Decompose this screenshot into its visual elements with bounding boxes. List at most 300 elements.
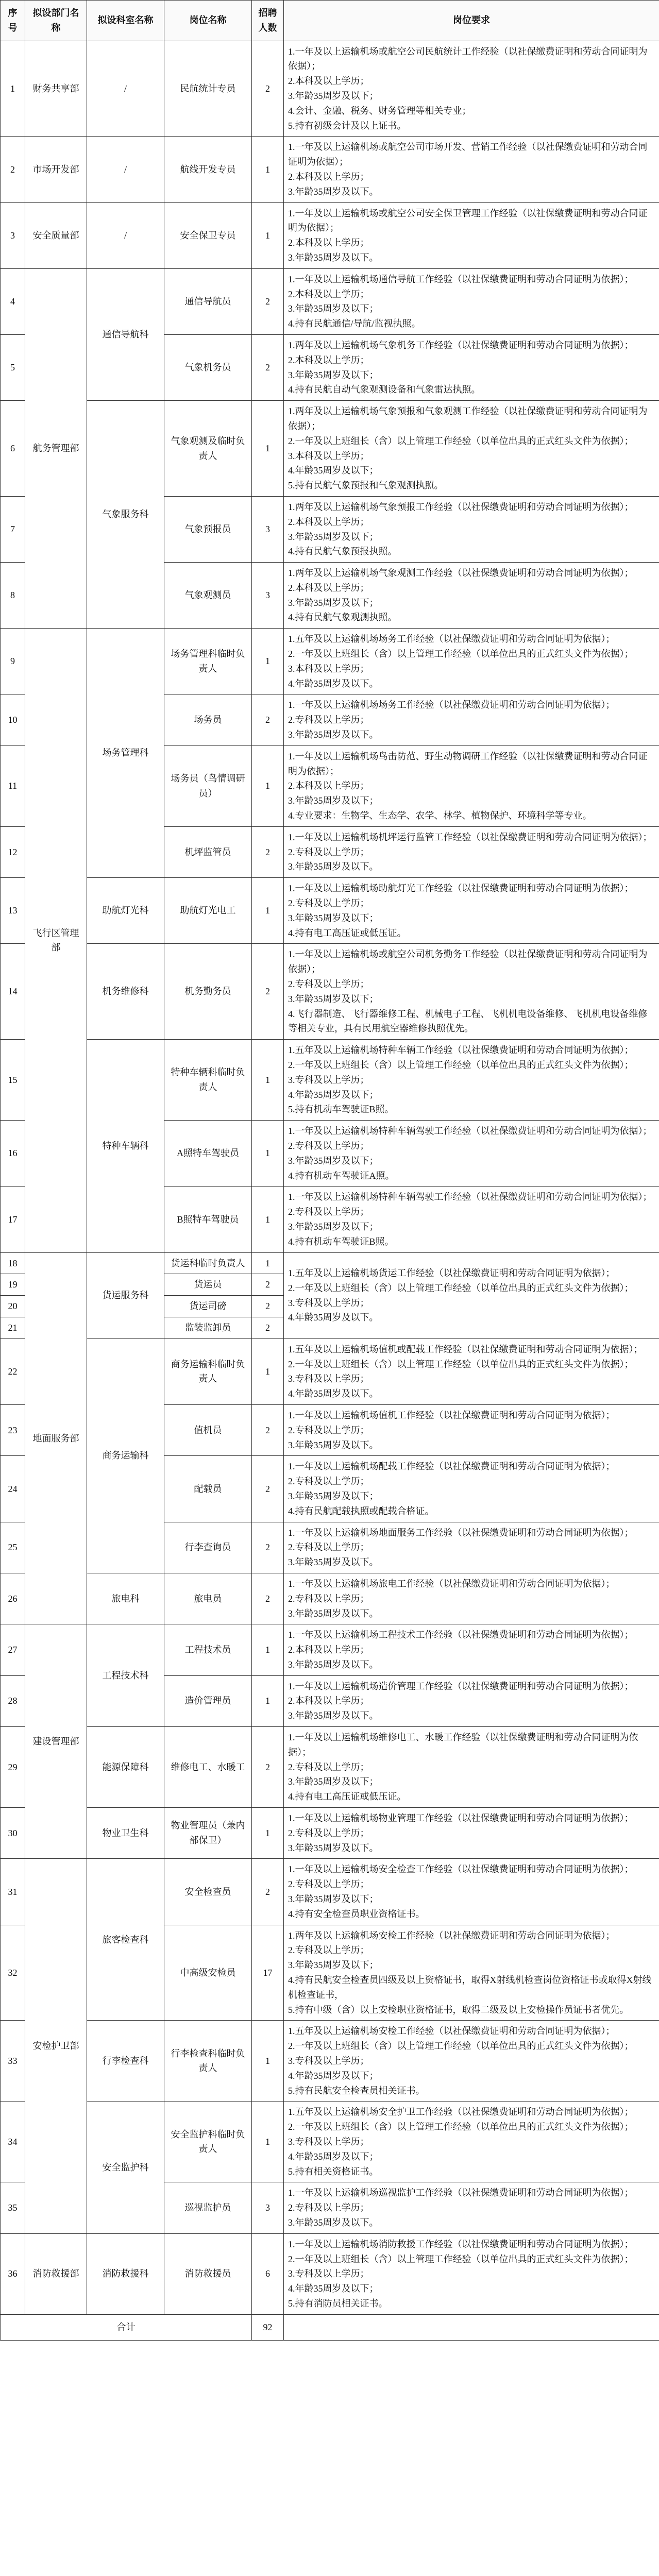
header-count-line1: 招聘 — [258, 8, 277, 18]
row-count: 1 — [252, 1121, 284, 1187]
row-position: 机务勤务员 — [164, 944, 252, 1040]
row-position: B照特车驾驶员 — [164, 1187, 252, 1252]
requirement-line: 3.年龄35周岁及以下。 — [288, 2217, 379, 2228]
row-index: 26 — [1, 1573, 25, 1624]
requirement-line: 3.年龄35周岁及以下； — [288, 531, 379, 542]
row-position: 行李查询员 — [164, 1522, 252, 1573]
row-index: 17 — [1, 1187, 25, 1252]
row-count: 6 — [252, 2233, 284, 2314]
row-dept: 地面服务部 — [25, 1252, 87, 1624]
row-position: 气象预报员 — [164, 496, 252, 562]
row-position: 特种车辆科临时负责人 — [164, 1040, 252, 1121]
requirement-line: 3.年龄35周岁及以下； — [288, 1894, 379, 1905]
row-index: 35 — [1, 2182, 25, 2233]
row-position: 通信导航员 — [164, 268, 252, 334]
requirement-line: 4.持有民航配载执照或配载合格证。 — [288, 1505, 434, 1516]
row-requirements — [284, 1573, 659, 1624]
requirement-line: 2.专科及以上学历； — [288, 1207, 369, 1217]
requirement-line: 3.年龄35周岁及以下； — [288, 1221, 379, 1232]
requirement-line: 2.本科及以上学历； — [288, 1696, 369, 1706]
requirement-line: 3.年龄35周岁及以下。 — [288, 186, 379, 197]
requirement-line: 3.专科及以上学历； — [288, 1374, 369, 1384]
requirement-line: 1.两年及以上运输机场气象机务工作经验（以社保缴费证明和劳动合同证明为依据）； — [288, 340, 634, 350]
row-position: 监装监卸员 — [164, 1317, 252, 1338]
requirement-line: 2.一年及以上班组长（含）以上管理工作经验（以单位出具的正式红头文件为依据）； — [288, 435, 634, 446]
row-count: 2 — [252, 1456, 284, 1522]
row-requirements — [284, 1522, 659, 1573]
requirement-line: 3.年龄35周岁及以下； — [288, 303, 379, 314]
requirement-line: 4.持有安全检查员职业资格证书。 — [288, 1908, 425, 1919]
row-index: 1 — [1, 41, 25, 137]
requirement-line: 4.年龄35周岁及以下； — [288, 465, 379, 476]
requirement-line: 3.专科及以上学历； — [288, 2268, 369, 2279]
row-count: 1 — [252, 629, 284, 694]
row-requirements — [284, 1252, 659, 1338]
requirement-line: 2.专科及以上学历； — [288, 1476, 369, 1487]
row-requirements — [284, 1121, 659, 1187]
row-count: 1 — [252, 137, 284, 202]
requirement-line: 1.一年及以上运输机场安全检查工作经验（以社保缴费证明和劳动合同证明为依据）； — [288, 1864, 634, 1875]
row-index: 36 — [1, 2233, 25, 2314]
requirement-line: 1.两年及以上运输机场安检工作经验（以社保缴费证明和劳动合同证明为依据）； — [288, 1930, 615, 1941]
requirement-line: 4.持有民航气象观测执照。 — [288, 612, 397, 623]
requirement-line: 3.年龄35周岁及以下； — [288, 912, 379, 923]
row-section: 货运服务科 — [87, 1252, 164, 1338]
row-section: 工程技术科 — [87, 1624, 164, 1727]
row-position: 气象观测及临时负责人 — [164, 401, 252, 497]
row-dept: 飞行区管理部 — [25, 629, 87, 1252]
requirement-line: 2.专科及以上学历； — [288, 846, 369, 857]
row-position: 货运员 — [164, 1274, 252, 1296]
requirement-line: 3.年龄35周岁及以下； — [288, 795, 379, 806]
requirement-line: 1.一年及以上运输机场造价管理工作经验（以社保缴费证明和劳动合同证明为依据）； — [288, 1681, 634, 1691]
requirement-line: 5.持有中级（含）以上安检职业资格证书，取得二级及以上安检操作员证书者优先。 — [288, 2004, 629, 2015]
row-position: 工程技术员 — [164, 1624, 252, 1675]
requirement-line: 1.五年及以上运输机场安全护卫工作经验（以社保缴费证明和劳动合同证明为依据）； — [288, 2107, 634, 2117]
requirement-line: 4.年龄35周岁及以下。 — [288, 678, 379, 689]
requirement-line: 1.两年及以上运输机场气象观测工作经验（以社保缴费证明和劳动合同证明为依据）； — [288, 568, 634, 579]
row-index: 22 — [1, 1338, 25, 1404]
requirement-line: 4.年龄35周岁及以下。 — [288, 1312, 379, 1323]
row-requirements — [284, 629, 659, 694]
row-position: 配载员 — [164, 1456, 252, 1522]
requirement-line: 3.年龄35周岁及以下； — [288, 993, 379, 1004]
row-index: 16 — [1, 1121, 25, 1187]
row-index: 7 — [1, 496, 25, 562]
table-header-row — [1, 1, 659, 41]
requirement-line: 3.年龄35周岁及以下。 — [288, 1557, 379, 1568]
requirement-line: 2.本科及以上学历； — [288, 516, 369, 527]
requirement-line: 3.专科及以上学历； — [288, 2056, 369, 2066]
row-requirements — [284, 2233, 659, 2314]
row-count: 2 — [252, 1573, 284, 1624]
table-row — [1, 1252, 659, 1274]
requirement-line: 1.一年及以上运输机场鸟击防范、野生动物调研工作经验（以社保缴费证明和劳动合同证明为依据）； — [288, 751, 648, 776]
requirement-line: 2.专科及以上学历； — [288, 1761, 369, 1772]
requirement-line: 2.专科及以上学历； — [288, 2202, 369, 2213]
requirement-line: 1.一年及以上运输机场场务工作经验（以社保缴费证明和劳动合同证明为依据）； — [288, 700, 615, 710]
requirement-line: 1.一年及以上运输机场特种车辆驾驶工作经验（以社保缴费证明和劳动合同证明为依据）； — [288, 1192, 652, 1202]
requirement-line: 3.年龄35周岁及以下； — [288, 1155, 379, 1166]
row-count: 2 — [252, 1317, 284, 1338]
requirement-line: 3.年龄35周岁及以下。 — [288, 1710, 379, 1721]
requirement-line: 3.专科及以上学历； — [288, 1074, 369, 1085]
requirement-line: 2.一年及以上班组长（含）以上管理工作经验（以单位出具的正式红头文件为依据）； — [288, 2253, 634, 2264]
requirement-line: 3.年龄35周岁及以下。 — [288, 1842, 379, 1853]
row-requirements — [284, 41, 659, 137]
requirement-line: 1.一年及以上运输机场值机工作经验（以社保缴费证明和劳动合同证明为依据）； — [288, 1410, 615, 1420]
row-index: 9 — [1, 629, 25, 694]
row-requirements — [284, 2021, 659, 2102]
row-requirements — [284, 745, 659, 826]
row-section: 助航灯光科 — [87, 878, 164, 944]
requirement-line: 1.一年及以上运输机场物业管理工作经验（以社保缴费证明和劳动合同证明为依据）； — [288, 1813, 634, 1824]
table-row — [1, 41, 659, 137]
requirement-line: 4.年龄35周岁及以下； — [288, 2151, 379, 2162]
requirement-line: 2.专科及以上学历； — [288, 1945, 369, 1956]
row-count: 1 — [252, 401, 284, 497]
row-position: 气象观测员 — [164, 563, 252, 629]
requirement-line: 1.一年及以上运输机场特种车辆驾驶工作经验（以社保缴费证明和劳动合同证明为依据）； — [288, 1126, 652, 1137]
row-section: 机务维修科 — [87, 944, 164, 1040]
row-requirements — [284, 268, 659, 334]
row-position: A照特车驾驶员 — [164, 1121, 252, 1187]
requirement-line: 4.年龄35周岁及以下； — [288, 2283, 379, 2294]
requirement-line: 2.专科及以上学历； — [288, 898, 369, 909]
requirement-line: 2.一年及以上班组长（含）以上管理工作经验（以单位出具的正式红头文件为依据）； — [288, 2041, 634, 2052]
row-section: 消防救援科 — [87, 2233, 164, 2314]
header-requirements: 岗位要求 — [284, 1, 659, 41]
row-count: 1 — [252, 202, 284, 268]
row-requirements — [284, 137, 659, 202]
requirement-line: 1.一年及以上运输机场工程技术工作经验（以社保缴费证明和劳动合同证明为依据）； — [288, 1630, 634, 1640]
row-requirements — [284, 496, 659, 562]
requirement-line: 2.专科及以上学历； — [288, 979, 369, 990]
requirement-line: 1.一年及以上运输机场旅电工作经验（以社保缴费证明和劳动合同证明为依据）； — [288, 1578, 615, 1589]
row-index: 3 — [1, 202, 25, 268]
row-requirements — [284, 1338, 659, 1404]
row-count: 2 — [252, 1296, 284, 1317]
row-requirements — [284, 334, 659, 400]
table-row — [1, 137, 659, 202]
table-body — [1, 41, 659, 2314]
row-requirements — [284, 1675, 659, 1726]
row-requirements — [284, 2182, 659, 2233]
row-position: 中高级安检员 — [164, 1925, 252, 2021]
row-section: 商务运输科 — [87, 1338, 164, 1573]
requirement-line: 2.本科及以上学历； — [288, 171, 369, 182]
row-count: 1 — [252, 2021, 284, 2102]
row-count: 1 — [252, 1252, 284, 1274]
requirement-line: 1.两年及以上运输机场气象预报工作经验（以社保缴费证明和劳动合同证明为依据）； — [288, 501, 634, 512]
row-index: 14 — [1, 944, 25, 1040]
header-count — [252, 1, 284, 41]
row-index: 11 — [1, 745, 25, 826]
row-position: 场务员 — [164, 694, 252, 745]
row-count: 1 — [252, 745, 284, 826]
requirement-line: 2.一年及以上班组长（含）以上管理工作经验（以单位出具的正式红头文件为依据）； — [288, 2122, 634, 2132]
row-count: 2 — [252, 826, 284, 877]
requirement-line: 2.本科及以上学历； — [288, 238, 369, 248]
table-row — [1, 268, 659, 334]
row-index: 30 — [1, 1808, 25, 1859]
requirement-line: 4.会计、金融、税务、财务管理等相关专业； — [288, 105, 471, 116]
row-requirements — [284, 826, 659, 877]
row-requirements — [284, 944, 659, 1040]
requirement-line: 4.持有民航通信/导航/监视执照。 — [288, 318, 421, 329]
row-dept: 安全质量部 — [25, 202, 87, 268]
row-index: 28 — [1, 1675, 25, 1726]
requirement-line: 1.五年及以上运输机场货运工作经验（以社保缴费证明和劳动合同证明为依据）； — [288, 1268, 615, 1279]
row-position: 民航统计专员 — [164, 41, 252, 137]
row-count: 1 — [252, 1624, 284, 1675]
table-row — [1, 1727, 659, 1808]
row-index: 8 — [1, 563, 25, 629]
row-dept: 航务管理部 — [25, 268, 87, 629]
row-index: 33 — [1, 2021, 25, 2102]
row-position: 场务管理科临时负责人 — [164, 629, 252, 694]
requirement-line: 2.本科及以上学历； — [288, 289, 369, 299]
requirement-line: 3.年龄35周岁及以下； — [288, 1960, 379, 1971]
requirement-line: 2.本科及以上学历； — [288, 1645, 369, 1655]
table-row — [1, 2233, 659, 2314]
requirement-line: 1.五年及以上运输机场值机或配载工作经验（以社保缴费证明和劳动合同证明为依据）； — [288, 1344, 643, 1354]
header-dept: 拟设部门名称 — [25, 1, 87, 41]
requirement-line: 5.持有机动车驾驶证B照。 — [288, 1104, 394, 1115]
requirement-line: 4.持有电工高压证或低压证。 — [288, 927, 407, 938]
header-position: 岗位名称 — [164, 1, 252, 41]
row-count: 2 — [252, 1727, 284, 1808]
row-requirements — [284, 1404, 659, 1455]
row-requirements — [284, 202, 659, 268]
row-position: 安全监护科临时负责人 — [164, 2102, 252, 2182]
row-count: 2 — [252, 1404, 284, 1455]
row-position: 航线开发专员 — [164, 137, 252, 202]
row-index: 34 — [1, 2102, 25, 2182]
requirement-line: 5.持有消防员相关证书。 — [288, 2298, 388, 2309]
requirement-line: 2.专科及以上学历； — [288, 715, 369, 725]
row-requirements — [284, 2102, 659, 2182]
requirement-line: 4.持有民航安全检查员四级及以上资格证书，取得X射线机检查岗位资格证书或取得X射线机检查证书， — [288, 1975, 652, 2000]
requirement-line: 3.本科及以上学历； — [288, 663, 369, 674]
requirement-line: 2.专科及以上学历； — [288, 1425, 369, 1435]
row-section: 通信导航科 — [87, 268, 164, 400]
table-row — [1, 1573, 659, 1624]
total-row — [1, 2314, 659, 2340]
row-section: 安全监护科 — [87, 2102, 164, 2233]
requirement-line: 1.一年及以上运输机场维修电工、水暖工作经验（以社保缴费证明和劳动合同证明为依据）； — [288, 1732, 638, 1757]
row-index: 5 — [1, 334, 25, 400]
row-position: 巡视监护员 — [164, 2182, 252, 2233]
table-row — [1, 878, 659, 944]
row-dept: 建设管理部 — [25, 1624, 87, 1859]
row-index: 10 — [1, 694, 25, 745]
requirement-line: 3.年龄35周岁及以下。 — [288, 730, 379, 740]
requirement-line: 2.专科及以上学历； — [288, 1542, 369, 1553]
header-index: 序号 — [1, 1, 25, 41]
row-dept: 消防救援部 — [25, 2233, 87, 2314]
row-dept: 市场开发部 — [25, 137, 87, 202]
row-position: 机坪监管员 — [164, 826, 252, 877]
row-count: 1 — [252, 1187, 284, 1252]
row-count: 3 — [252, 496, 284, 562]
total-count: 92 — [252, 2314, 284, 2340]
requirement-line: 3.年龄35周岁及以下； — [288, 1776, 379, 1787]
requirement-line: 3.本科及以上学历； — [288, 450, 369, 461]
table-row — [1, 2102, 659, 2182]
row-count: 3 — [252, 563, 284, 629]
row-index: 15 — [1, 1040, 25, 1121]
row-section: 旅电科 — [87, 1573, 164, 1624]
row-index: 31 — [1, 1859, 25, 1925]
total-empty — [284, 2314, 659, 2340]
requirement-line: 2.一年及以上班组长（含）以上管理工作经验（以单位出具的正式红头文件为依据）； — [288, 649, 634, 659]
requirement-line: 4.专业要求：生物学、生态学、农学、林学、植物保护、环境科学等专业。 — [288, 810, 592, 821]
row-index: 18 — [1, 1252, 25, 1274]
requirement-line: 2.专科及以上学历； — [288, 1593, 369, 1604]
row-requirements — [284, 401, 659, 497]
row-position: 消防救援员 — [164, 2233, 252, 2314]
row-index: 21 — [1, 1317, 25, 1338]
row-index: 6 — [1, 401, 25, 497]
requirement-line: 1.一年及以上运输机场或航空公司机务勤务工作经验（以社保缴费证明和劳动合同证明为依据）； — [288, 949, 648, 975]
requirement-line: 3.年龄35周岁及以下。 — [288, 1439, 379, 1450]
requirement-line: 2.一年及以上班组长（含）以上管理工作经验（以单位出具的正式红头文件为依据）； — [288, 1060, 634, 1070]
row-requirements — [284, 1925, 659, 2021]
requirement-line: 1.一年及以上运输机场巡视监护工作经验（以社保缴费证明和劳动合同证明为依据）； — [288, 2188, 634, 2198]
row-section: / — [87, 41, 164, 137]
requirement-line: 3.年龄35周岁及以下。 — [288, 1608, 379, 1619]
requirement-line: 1.一年及以上运输机场通信导航工作经验（以社保缴费证明和劳动合同证明为依据）； — [288, 274, 634, 284]
row-requirements — [284, 694, 659, 745]
row-count: 1 — [252, 1040, 284, 1121]
requirement-line: 1.一年及以上运输机场配载工作经验（以社保缴费证明和劳动合同证明为依据）； — [288, 1461, 615, 1472]
requirement-line: 1.一年及以上运输机场助航灯光工作经验（以社保缴费证明和劳动合同证明为依据）； — [288, 883, 634, 894]
row-index: 2 — [1, 137, 25, 202]
requirement-line: 3.年龄35周岁及以下。 — [288, 252, 379, 263]
requirement-line: 1.两年及以上运输机场气象预报和气象观测工作经验（以社保缴费证明和劳动合同证明为依据）； — [288, 406, 648, 431]
requirement-line: 2.本科及以上学历； — [288, 76, 369, 87]
row-section: 特种车辆科 — [87, 1040, 164, 1252]
table-row — [1, 629, 659, 694]
requirement-line: 4.持有机动车驾驶证B照。 — [288, 1236, 394, 1247]
requirement-line: 4.持有民航气象预报执照。 — [288, 546, 397, 557]
table-row — [1, 1040, 659, 1121]
requirement-line: 3.年龄35周岁及以下； — [288, 369, 379, 380]
row-index: 4 — [1, 268, 25, 334]
row-index: 20 — [1, 1296, 25, 1317]
row-section: 场务管理科 — [87, 629, 164, 878]
row-count: 1 — [252, 1675, 284, 1726]
requirement-line: 2.专科及以上学历； — [288, 1140, 369, 1151]
row-count: 2 — [252, 334, 284, 400]
row-count: 17 — [252, 1925, 284, 2021]
row-position: 物业管理员（兼内部保卫） — [164, 1808, 252, 1859]
requirement-line: 4.持有民航自动气象观测设备和气象雷达执照。 — [288, 384, 481, 395]
row-section: 能源保障科 — [87, 1727, 164, 1808]
requirement-line: 1.一年及以上运输机场地面服务工作经验（以社保缴费证明和劳动合同证明为依据）； — [288, 1527, 634, 1538]
total-label: 合计 — [1, 2314, 252, 2340]
row-position: 货运科临时负责人 — [164, 1252, 252, 1274]
row-index: 25 — [1, 1522, 25, 1573]
row-count: 1 — [252, 1808, 284, 1859]
requirement-line: 4.持有电工高压证或低压证。 — [288, 1791, 407, 1802]
requirement-line: 2.本科及以上学历； — [288, 354, 369, 365]
row-index: 13 — [1, 878, 25, 944]
requirement-line: 4.年龄35周岁及以下； — [288, 2070, 379, 2081]
row-section: 旅客检查科 — [87, 1859, 164, 2021]
row-position: 助航灯光电工 — [164, 878, 252, 944]
requirement-line: 1.五年及以上运输机场安检工作经验（以社保缴费证明和劳动合同证明为依据）； — [288, 2026, 615, 2037]
row-dept: 安检护卫部 — [25, 1859, 87, 2233]
table-row — [1, 2021, 659, 2102]
requirement-line: 4.持有机动车驾驶证A照。 — [288, 1170, 395, 1181]
requirement-line: 5.持有民航安全检查员相关证书。 — [288, 2085, 425, 2096]
row-requirements — [284, 1624, 659, 1675]
header-count-line2: 人数 — [258, 22, 277, 33]
requirement-line: 4.飞行器制造、飞行器维修工程、机械电子工程、飞机机电设备维修、飞机机电设备维修等相关专业，具有民用航空器维修执照优先。 — [288, 1008, 648, 1034]
row-count: 2 — [252, 1522, 284, 1573]
row-index: 32 — [1, 1925, 25, 2021]
row-index: 12 — [1, 826, 25, 877]
row-position: 商务运输科临时负责人 — [164, 1338, 252, 1404]
row-index: 29 — [1, 1727, 25, 1808]
row-section: / — [87, 202, 164, 268]
row-section: 气象服务科 — [87, 401, 164, 629]
row-count: 3 — [252, 2182, 284, 2233]
requirement-line: 2.一年及以上班组长（含）以上管理工作经验（以单位出具的正式红头文件为依据）； — [288, 1359, 634, 1369]
table-row — [1, 1624, 659, 1675]
row-requirements — [284, 1808, 659, 1859]
row-section: 物业卫生科 — [87, 1808, 164, 1859]
row-index: 24 — [1, 1456, 25, 1522]
row-position: 旅电员 — [164, 1573, 252, 1624]
requirement-line: 3.专科及以上学历； — [288, 1297, 369, 1308]
row-requirements — [284, 1187, 659, 1252]
requirement-line: 3.专科及以上学历； — [288, 2137, 369, 2147]
row-position: 货运司磅 — [164, 1296, 252, 1317]
requirement-line: 2.专科及以上学历； — [288, 1827, 369, 1838]
row-requirements — [284, 1859, 659, 1925]
row-position: 安全保卫专员 — [164, 202, 252, 268]
row-count: 2 — [252, 694, 284, 745]
requirement-line: 3.年龄35周岁及以下。 — [288, 1659, 379, 1670]
table-row — [1, 1859, 659, 1925]
row-count: 1 — [252, 2102, 284, 2182]
requirement-line: 5.持有相关资格证书。 — [288, 2166, 379, 2177]
requirement-line: 5.持有民航气象预报和气象观测执照。 — [288, 480, 444, 491]
requirement-line: 1.一年及以上运输机场或航空公司市场开发、营销工作经验（以社保缴费证明和劳动合同证明为依据）； — [288, 142, 648, 167]
row-count: 2 — [252, 1859, 284, 1925]
header-section: 拟设科室名称 — [87, 1, 164, 41]
requirement-line: 4.年龄35周岁及以下； — [288, 1089, 379, 1100]
row-index: 27 — [1, 1624, 25, 1675]
row-requirements — [284, 1456, 659, 1522]
row-count: 1 — [252, 878, 284, 944]
row-position: 气象机务员 — [164, 334, 252, 400]
requirement-line: 1.一年及以上运输机场机坪运行监管工作经验（以社保缴费证明和劳动合同证明为依据）； — [288, 832, 652, 842]
requirement-line: 4.年龄35周岁及以下。 — [288, 1388, 379, 1399]
row-count: 1 — [252, 1338, 284, 1404]
requirement-line: 3.年龄35周岁及以下； — [288, 90, 379, 101]
row-count: 2 — [252, 1274, 284, 1296]
table-row — [1, 1808, 659, 1859]
requirement-line: 3.年龄35周岁及以下； — [288, 597, 379, 608]
row-position: 场务员（鸟情调研员） — [164, 745, 252, 826]
row-position: 造价管理员 — [164, 1675, 252, 1726]
row-requirements — [284, 563, 659, 629]
row-dept: 财务共享部 — [25, 41, 87, 137]
